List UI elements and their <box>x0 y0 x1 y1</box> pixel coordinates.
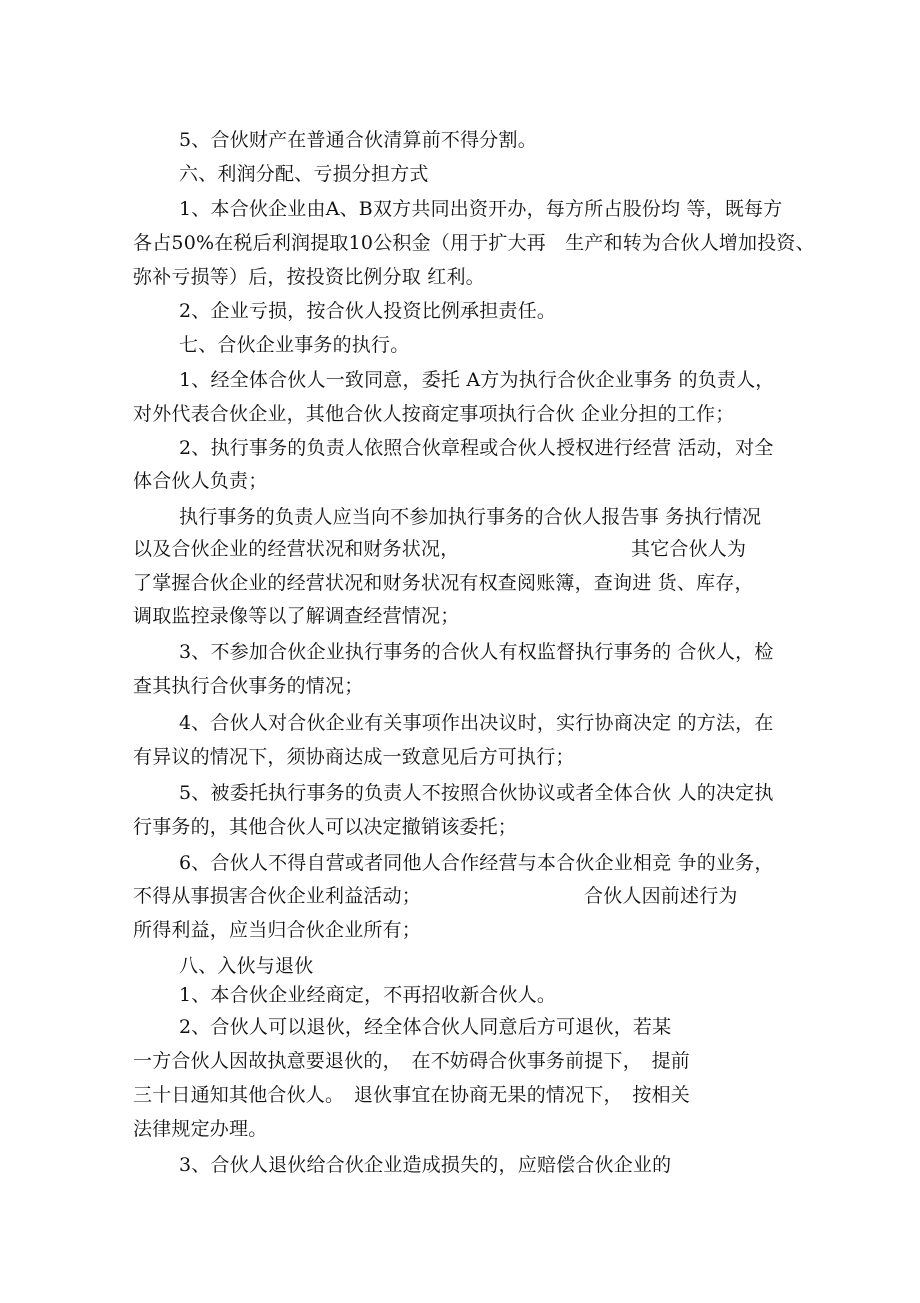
text-line: 2、合伙人可以退伙，经全体合伙人同意后方可退伙，若某 <box>179 1016 672 1038</box>
text-line: 5、合伙财产在普通合伙清算前不得分割。 <box>179 129 537 151</box>
text-line: 法律规定办理。 <box>133 1118 268 1140</box>
text-line: 执行事务的负责人应当向不参加执行事务的合伙人报告事 务执行情况 <box>179 506 762 528</box>
text-line: 体合伙人负责； <box>133 470 268 492</box>
section-heading: 八、入伙与退伙 <box>179 955 314 977</box>
text-line: 5、被委托执行事务的负责人不按照合伙协议或者全体合伙 人的决定执 <box>179 782 774 804</box>
text-line: 不得从事损害合伙企业利益活动； <box>133 885 422 907</box>
text-line: 有异议的情况下，须协商达成一致意见后方可执行； <box>133 746 575 768</box>
text-line: 其它合伙人为 <box>631 538 747 560</box>
text-line: 3、合伙人退伙给合伙企业造成损失的，应赔偿合伙企业的 <box>179 1154 672 1176</box>
text-line: 行事务的，其他合伙人可以决定撤销该委托； <box>133 816 518 838</box>
text-line: 1、本合伙企业由A、B双方共同出资开办，每方所占股份均 等，既每方 <box>179 198 783 220</box>
section-heading: 六、利润分配、亏损分担方式 <box>179 163 429 185</box>
text-line: 各占50%在税后利润提取10公积金（用于扩大再 生产和转为合伙人增加投资、 <box>133 232 815 254</box>
text-line: 2、企业亏损，按合伙人投资比例承担责任。 <box>179 300 557 322</box>
text-line: 2、执行事务的负责人依照合伙章程或合伙人授权进行经营 活动，对全 <box>179 437 774 459</box>
text-line: 调取监控录像等以了解调查经营情况； <box>133 605 460 627</box>
text-line: 一方合伙人因故执意要退伙的， 在不妨碍合伙事务前提下， 提前 <box>133 1050 691 1072</box>
text-line: 4、合伙人对合伙企业有关事项作出决议时，实行协商决定 的方法，在 <box>179 712 774 734</box>
text-line: 1、本合伙企业经商定，不再招收新合伙人。 <box>179 984 557 1006</box>
text-line: 查其执行合伙事务的情况； <box>133 675 364 697</box>
text-line: 合伙人因前述行为 <box>584 885 738 907</box>
text-line: 对外代表合伙企业，其他合伙人按商定事项执行合伙 企业分担的工作； <box>133 403 735 425</box>
text-line: 3、不参加合伙企业执行事务的合伙人有权监督执行事务的 合伙人，检 <box>179 641 774 663</box>
text-line: 了掌握合伙企业的经营状况和财务状况有权查阅账簿，查询进 货、库存， <box>133 572 754 594</box>
section-heading: 七、合伙企业事务的执行。 <box>179 334 410 356</box>
text-line: 6、合伙人不得自营或者同他人合作经营与本合伙企业相竞 争的业务， <box>179 852 774 874</box>
text-line: 以及合伙企业的经营状况和财务状况， <box>133 538 460 560</box>
text-line: 三十日通知其他合伙人。 退伙事宜在协商无果的情况下， 按相关 <box>133 1084 691 1106</box>
text-line: 1、经全体合伙人一致同意，委托 A方为执行合伙企业事务 的负责人， <box>179 369 775 391</box>
text-line: 所得利益，应当归合伙企业所有； <box>133 919 422 941</box>
text-line: 弥补亏损等）后，按投资比例分取 红利。 <box>133 266 485 288</box>
